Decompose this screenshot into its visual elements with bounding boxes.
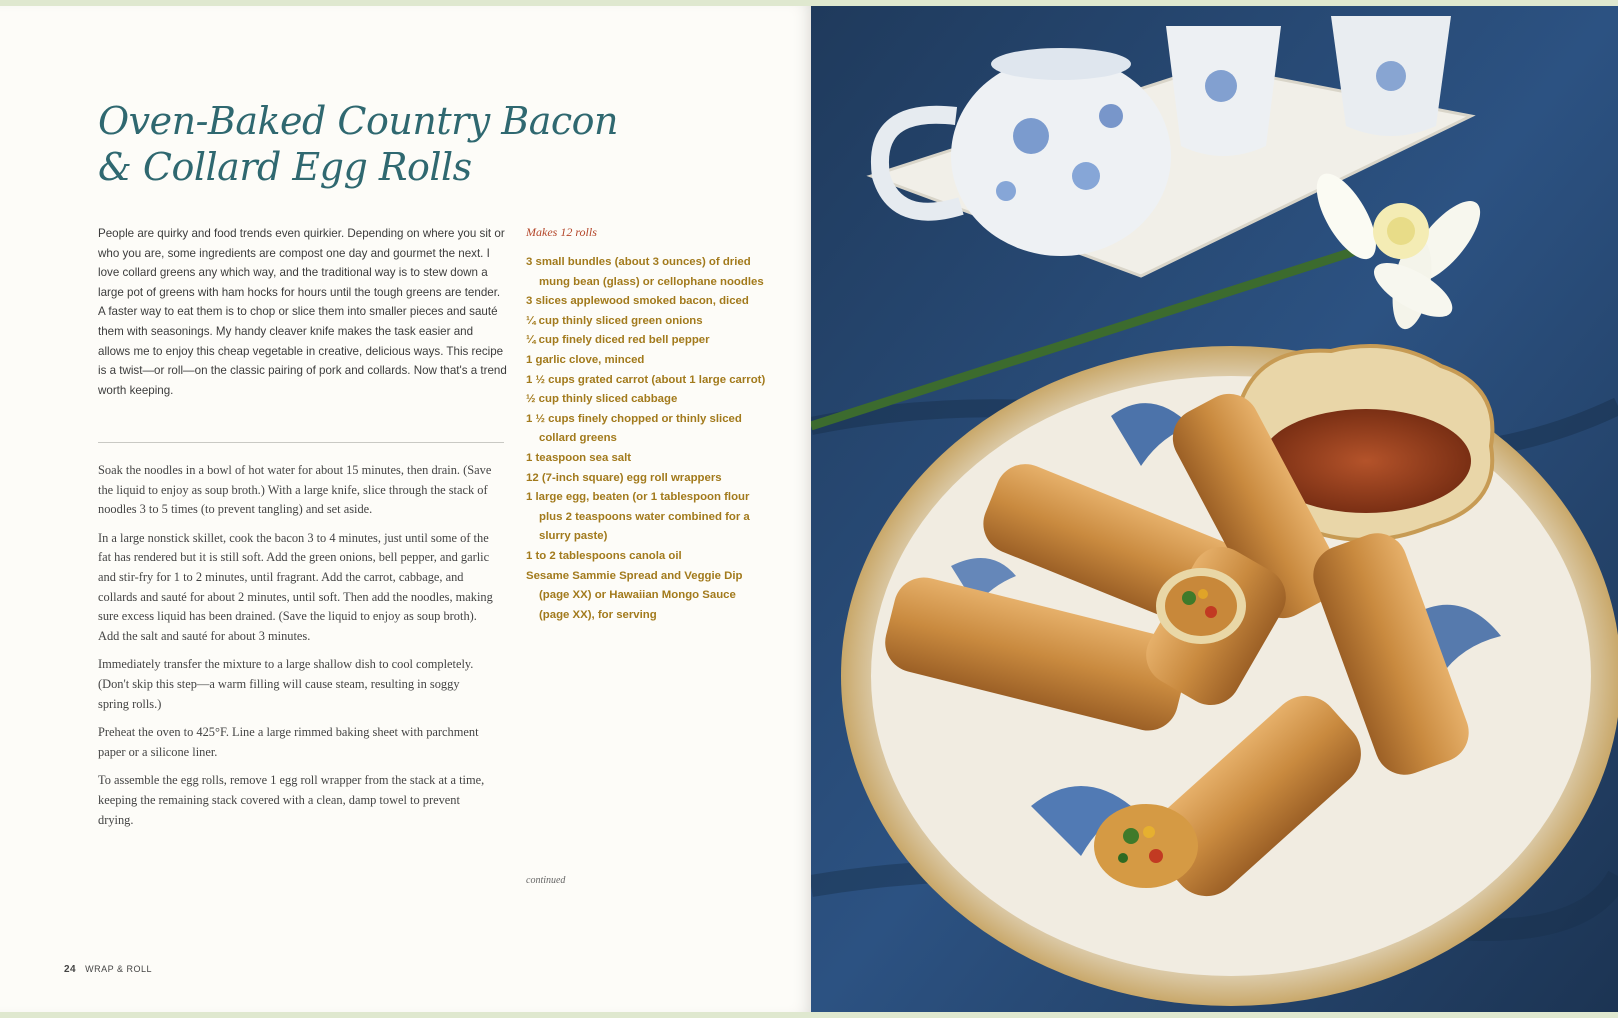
method-step: Immediately transfer the mixture to a large shallow dish to cool completely. (Don't skip this step—a warm filling will cause steam, resulting in soggy spring rolls.) [98,657,474,711]
ingredient-item: 1 ½ cups finely chopped or thinly sliced collard greens [526,412,742,445]
section-name: WRAP & ROLL [85,964,152,974]
section-divider [98,442,504,443]
continued-note: continued [526,875,566,886]
ingredient-item: 3 small bundles (about 3 ounces) of dried mung bean (glass) or cellophane noodles [526,256,764,288]
ingredient-item: ½ cup thinly sliced cabbage [526,393,678,406]
ingredient-list [526,253,766,625]
ingredient-item: ¼ cup thinly sliced green onions [526,314,703,327]
method-step: To assemble the egg rolls, remove 1 egg roll wrapper from the stack at a time, keeping the remaining stack covered with a clean, damp towel to prevent drying. [98,773,485,827]
food-photo [811,6,1618,1012]
ingredient-item: 3 slices applewood smoked bacon, diced [526,295,749,308]
recipe-intro: People are quirky and food trends even quirkier. Depending on where you sit or who you are, some ingredients are compost one day and gourmet the next. I love collard greens any which way, and the traditional way is to stew down a large pot of greens with ham hocks for hours until the tough greens are tender. A faster way to eat them is to chop or slice them into smaller pieces and sauté them with seasonings. My handy cleaver knife makes the task easier and allows me to enjoy this cheap vegetable in creative, delicious ways. This recipe is a twist—or roll—on the classic pairing of pork and collards. Now that's a trend worth keeping. [98,227,507,397]
method-step: In a large nonstick skillet, cook the bacon 3 to 4 minutes, just until some of the fat has rendered but it is still soft. Add the green onions, bell pepper, and garlic and stir-fry for 1 to 2 minutes, until fragrant. Add the carrot, cabbage, and collards and sauté for about 2 minutes, until soft. Then add the noodles, making sure excess liquid has been drained. (Save the liquid to enjoy as soup broth). Add the salt and sauté for about 3 minutes. [98,530,493,643]
ingredient-item: 1 large egg, beaten (or 1 tablespoon flour plus 2 teaspoons water combined for a slurry paste) [526,491,750,543]
recipe-title-line-1: Oven-Baked Country Bacon [98,99,619,143]
ingredient-item: 1 ½ cups grated carrot (about 1 large carrot) [526,373,766,386]
egg-rolls-illustration [811,6,1618,1012]
ingredient-item: Sesame Sammie Spread and Veggie Dip (page XX) or Hawaiian Mongo Sauce (page XX), for serving [526,569,743,621]
recipe-title-line-2: & Collard Egg Rolls [98,145,472,189]
ingredient-item: 1 garlic clove, minced [526,353,645,366]
recipe-yield: Makes 12 rolls [526,225,597,239]
book-spread [0,6,1618,1012]
page-footer [64,964,152,975]
recipe-title [98,98,698,190]
left-page [0,6,811,1012]
ingredient-item: 1 teaspoon sea salt [526,451,632,464]
ingredient-item: 1 to 2 tablespoons canola oil [526,549,682,562]
method-steps [98,461,493,839]
method-step: Preheat the oven to 425°F. Line a large rimmed baking sheet with parchment paper or a silicone liner. [98,725,479,759]
page-number: 24 [64,964,77,975]
ingredient-item: ¼ cup finely diced red bell pepper [526,334,710,347]
ingredient-item: 12 (7-inch square) egg roll wrappers [526,471,722,484]
method-step: Soak the noodles in a bowl of hot water for about 15 minutes, then drain. (Save the liquid to enjoy as soup broth.) With a large knife, slice through the stack of noodles 3 to 5 times (to prevent tangling) and set aside. [98,463,492,517]
